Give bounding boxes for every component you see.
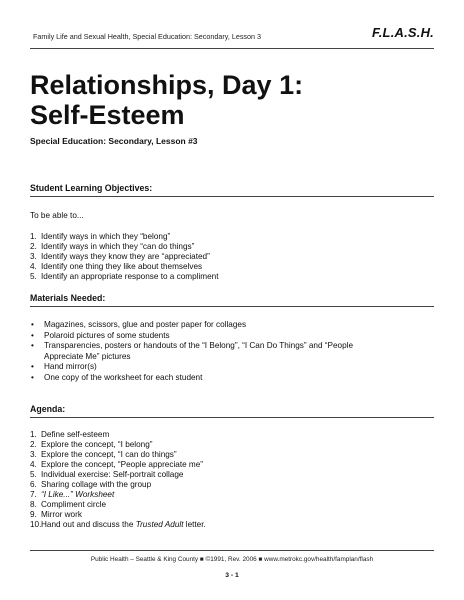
agenda-list bbox=[30, 430, 206, 530]
agenda-heading: Agenda: bbox=[30, 404, 434, 418]
list-item: 3. Explore the concept, “I can do things” bbox=[30, 450, 177, 459]
list-item: • Transparencies, posters or handouts of the “I Belong”, “I Can Do Things” and “People Appreciate Me” pictures bbox=[31, 341, 354, 361]
list-item: • Hand mirror(s) bbox=[31, 362, 97, 371]
page-footer: Public Health – Seattle & King County ■ ©1991, Rev. 2006 ■ www.metrokc.gov/health/famplan/flash bbox=[30, 550, 434, 563]
list-item: 1. Identify ways in which they “belong” bbox=[30, 232, 171, 241]
bullet-icon: • bbox=[31, 341, 34, 350]
list-item: • One copy of the worksheet for each student bbox=[31, 372, 203, 382]
list-item: 4. Explore the concept, “People appreciate me” bbox=[30, 460, 204, 469]
header-program-name: F.L.A.S.H. bbox=[372, 25, 434, 40]
list-item: 3. Identify ways they know they are “appreciated” bbox=[30, 252, 210, 261]
bullet-icon: • bbox=[31, 372, 34, 382]
list-item: 4. Identify one thing they like about themselves bbox=[30, 262, 203, 271]
list-item: • Polaroid pictures of some students bbox=[31, 330, 170, 340]
list-item: 7. “I Like...” Worksheet bbox=[30, 490, 115, 499]
objectives-heading: Student Learning Objectives: bbox=[30, 183, 434, 197]
header-course-title: Family Life and Sexual Health, Special Education: Secondary, Lesson 3 bbox=[33, 32, 262, 41]
list-item: 1. Define self-esteem bbox=[30, 430, 110, 439]
bullet-icon: • bbox=[31, 320, 34, 329]
lesson-title bbox=[30, 70, 303, 130]
lesson-title-line-1: Relationships, Day 1: bbox=[30, 70, 304, 100]
running-header bbox=[30, 24, 434, 49]
list-item: 2. Explore the concept, “I belong” bbox=[30, 440, 153, 449]
list-item: 6. Sharing collage with the group bbox=[30, 480, 152, 489]
list-item: • Magazines, scissors, glue and poster paper for collages bbox=[31, 320, 247, 329]
list-item: 10. Hand out and discuss the Trusted Adult letter. bbox=[30, 520, 206, 529]
list-item: 8. Compliment circle bbox=[30, 500, 107, 509]
lesson-subtitle: Special Education: Secondary, Lesson #3 bbox=[30, 136, 198, 146]
objectives-intro: To be able to... bbox=[30, 211, 84, 220]
list-item: 9. Mirror work bbox=[30, 510, 82, 519]
trusted-adult-emphasis: Trusted Adult bbox=[135, 520, 184, 529]
materials-list bbox=[30, 320, 390, 383]
objectives-list bbox=[30, 232, 219, 282]
bullet-icon: • bbox=[31, 362, 34, 371]
page-number: 3 - 1 bbox=[225, 572, 239, 579]
materials-heading: Materials Needed: bbox=[30, 293, 434, 307]
bullet-icon: • bbox=[31, 330, 34, 340]
lesson-title-line-2: Self-Esteem bbox=[30, 100, 185, 130]
list-item: 2. Identify ways in which they “can do things” bbox=[30, 242, 195, 251]
list-item: 5. Identify an appropriate response to a compliment bbox=[30, 272, 219, 281]
list-item: 5. Individual exercise: Self-portrait collage bbox=[30, 470, 184, 479]
